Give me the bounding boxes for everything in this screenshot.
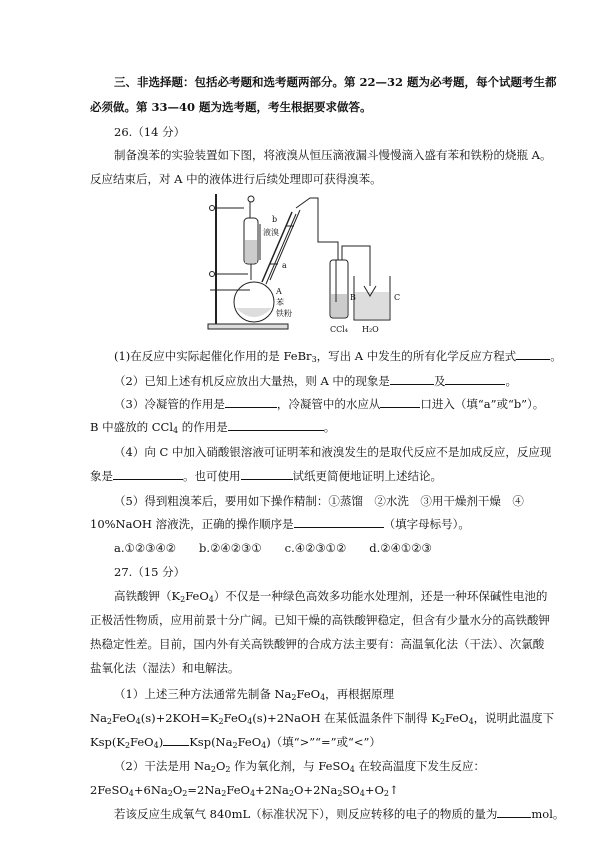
answer-blank[interactable] [225,396,277,408]
q27-p1-line1: 高铁酸钾$(K_2FeO_4)$不仅是一种绿色高效多功能水处理剂，还是一种环保碱性电池的 [114,589,548,604]
label-liquid-bromine: 液溴 [263,228,279,237]
stand-base [208,324,288,329]
q26-sub4-line2: 象是 。也可使用 试纸更简便地证明上述结论。 [90,469,442,483]
q27-s2-last: 若该反应生成氧气 840mL（标准状况下），则反应转移的电子的物质的量为 mol。 [114,807,565,821]
q26-options: a.①②③④② b.②④②③① c.④②③①② d.②④①②③ [114,541,432,555]
answer-blank[interactable] [445,373,505,385]
clamp-knob-middle [210,272,215,277]
answer-blank[interactable] [113,468,183,480]
flask-liquid [236,308,272,317]
label-beaker-c: C [394,293,401,302]
apparatus-svg [200,190,420,336]
q26-number: 26.（14 分） [114,125,186,139]
connecting-tube-c [342,246,370,286]
label-benzene: 苯 [276,298,284,307]
q26-sub3: （3）冷凝管的作用是 ，冷凝管中的水应从 口进入（填“a”或“b”）。 [114,397,545,411]
q26-sub1: (1)在反应中实际起催化作用的是 FeBr$_3$，写出 A 中发生的所有化学反应方程式 。 [114,349,562,364]
answer-blank[interactable] [241,468,293,480]
q27-p1-line4: 盐氧化法（湿法）和电解法。 [90,661,240,675]
q27-s1-line2: $Na_2FeO_4(s)+2KOH=K_2FeO_4(s)+2NaOH$ 在某低温条件下制得 $K_2FeO_4$，说明此温度下 [90,711,555,726]
q27-number: 27.（15 分） [114,565,186,579]
answer-blank[interactable] [497,806,531,818]
answer-blank[interactable] [163,734,189,746]
answer-blank[interactable] [294,516,384,528]
label-ccl4: CCl₄ [330,325,349,334]
funnel-stopper [248,196,254,202]
label-iron: 铁粉 [276,309,292,318]
section-heading: 三、非选择题：包括必考题和选考题两部分。第 22—32 题为必考题，每个试题考生都 [114,75,557,89]
q26-intro-1: 制备溴苯的实验装置如下图，将液溴从恒压滴液漏斗慢慢滴入盛有苯和铁粉的烧瓶 A。 [114,148,552,162]
answer-blank[interactable] [380,396,420,408]
q27-equation: $2FeSO_4+6Na_2O_2=2Na_2FeO_4+2Na_2O+2Na_2SO_4+O_2↑$ [90,783,399,798]
q26-intro-2: 反应结束后，对 A 中的液体进行后续处理即可获得溴苯。 [90,172,382,186]
label-port-a: a [282,261,287,270]
label-flask-a: A [276,287,282,296]
q26-sub4: （4）向 C 中加入硝酸银溶液可证明苯和液溴发生的是取代反应不是加成反应，反应现 [114,445,552,459]
apparatus-diagram [200,190,420,336]
q27-s2-line1: （2）干法是用 $Na_2O_2$ 作为氧化剂，与 FeSO$_4$ 在较高温度下发生反应： [114,759,486,774]
q26-sub5-line2: 10%NaOH 溶液洗，正确的操作顺序是 （填字母标号）。 [90,517,470,531]
condenser-outer-1 [266,214,296,284]
q27-p1-line2: 正极活性物质，应用前景十分广阔。已知干燥的高铁酸钾稳定，但含有少量水分的高铁酸钾 [90,613,550,627]
q26-sub2: （2）已知上述有机反应放出大量热，则 A 中的现象是 及 。 [114,374,517,388]
answer-blank[interactable] [516,348,550,360]
label-water: H₂O [362,325,379,334]
clamp-knob-top [210,206,215,211]
beaker-c-liquid [355,292,389,319]
q27-s1-line3: $Ksp(K_2FeO_4)$ $Ksp(Na_2FeO_4)$（填“>”“=”或“<”） [90,735,381,750]
funnel-liquid [245,240,257,263]
q27-p1-line3: 热稳定性差。目前，国内外有关高铁酸钾的合成方法主要有：高温氧化法（干法）、次氯酸 [90,637,545,651]
section-heading-cont: 必须做。第 33—40 题为选考题，考生根据要求做答。 [90,100,372,114]
label-port-b: b [272,215,278,224]
answer-blank[interactable] [390,373,434,385]
connecting-tube-b [296,198,338,260]
q27-s1-line1: （1）上述三种方法通常先制备 $Na_2FeO_4$，再根据原理 [114,687,395,702]
q26-sub5: （5）得到粗溴苯后，要用如下操作精制：①蒸馏 ②水洗 ③用干燥剂干燥 ④ [114,494,524,508]
q26-sub3-line2: B 中盛放的 CCl$_4$ 的作用是 。 [90,420,336,435]
answer-blank[interactable] [228,419,324,431]
label-bottle-b: B [350,293,356,302]
bottle-b-liquid [331,294,347,317]
